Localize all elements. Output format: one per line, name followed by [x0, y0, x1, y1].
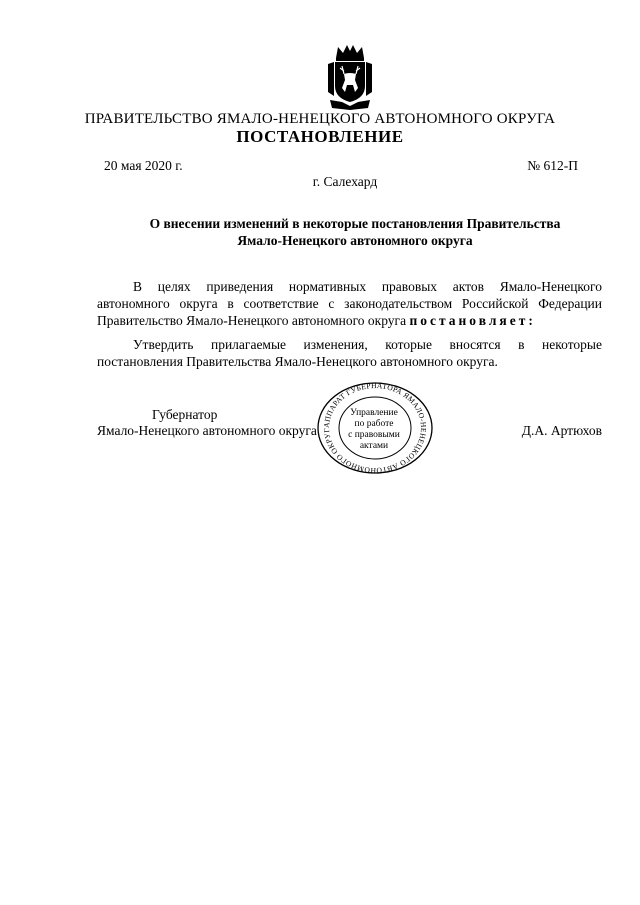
document-city: г. Салехард [312, 174, 378, 189]
document-date: 20 мая 2020 г. [104, 158, 183, 173]
document-title [100, 215, 610, 249]
stamp-line-3: с правовыми [348, 430, 400, 440]
body-paragraph-2: Утвердить прилагаемые изменения, которые вносятся в некоторые постановления Правительства Ямало-Ненецкого автономного округа. [97, 337, 602, 369]
signatory-name: Д.А. Артюхов [521, 423, 602, 438]
stamp-line-1: Управление [350, 408, 398, 418]
resolves-keyword: постановляет: [409, 313, 536, 328]
body-paragraph-1 [97, 278, 602, 329]
paragraph-1-text: В целях приведения нормативных правовых актов Ямало-Ненецкого автономного округа в соответствие с законодательством Российской Федерации Правительство Ямало-Ненецкого автономного округа [97, 279, 602, 328]
document-type: ПОСТАНОВЛЕНИЕ [236, 127, 404, 146]
document-title-line-2: Ямало-Ненецкого автономного округа [237, 233, 473, 248]
document-title-line-1: О внесении изменений в некоторые постановления Правительства [149, 216, 561, 231]
signatory-title: Губернатор [152, 407, 218, 422]
stamp-line-4: актами [359, 441, 389, 451]
government-name: ПРАВИТЕЛЬСТВО ЯМАЛО-НЕНЕЦКОГО АВТОНОМНОГО ОКРУГА [84, 111, 556, 127]
stamp-ring-text: АППАРАТ ГУБЕРНАТОРА ЯМАЛО-НЕНЕЦКОГО АВТОНОМНОГО ОКРУГА [313, 375, 429, 476]
document-number: № 612-П [527, 158, 578, 173]
signatory-region: Ямало-Ненецкого автономного округа [97, 423, 317, 438]
coat-of-arms-icon [322, 44, 378, 110]
stamp-line-2: по работе [354, 419, 394, 429]
